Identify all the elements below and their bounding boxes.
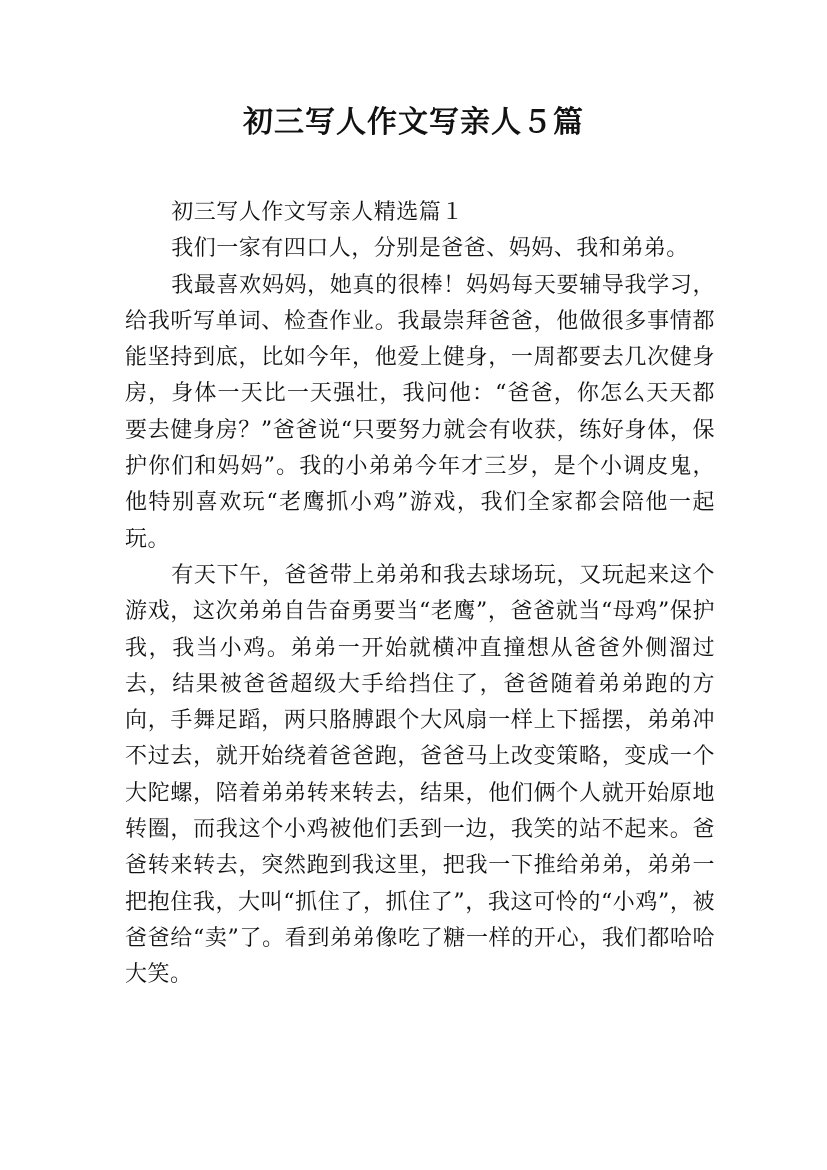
- section-heading: 初三写人作文写亲人精选篇１: [171, 200, 464, 225]
- document-body: [125, 195, 715, 994]
- paragraph-3: 有天下午，爸爸带上弟弟和我去球场玩，又玩起来这个游戏，这次弟弟自告奋勇要当“老鹰”，爸爸就当“母鸡”保护我，我当小鸡。弟弟一开始就横冲直撞想从爸爸外侧溜过去，结果被爸爸超级大手给挡住了，爸爸随着弟弟跑的方向，手舞足蹈，两只胳膊跟个大风扇一样上下摇摆，弟弟冲不过去，就开始绕着爸爸跑，爸爸马上改变策略，变成一个大陀螺，陪着弟弟转来转去，结果，他们俩个人就开始原地转圈，而我这个小鸡被他们丢到一边，我笑的站不起来。爸爸转来转去，突然跑到我这里，把我一下推给弟弟，弟弟一把抱住我，大叫“抓住了，抓住了”，我这可怜的“小鸡”，被爸爸给“卖”了。看到弟弟像吃了糖一样的开心，我们都哈哈大笑。: [125, 562, 715, 988]
- paragraph-2: 我最喜欢妈妈，她真的很棒！妈妈每天要辅导我学习，给我听写单词、检查作业。我最崇拜爸爸，他做很多事情都能坚持到底，比如今年，他爱上健身，一周都要去几次健身房，身体一天比一天强壮，我问他：“爸爸，你怎么天天都要去健身房？”爸爸说“只要努力就会有收获，练好身体，保护你们和妈妈”。我的小弟弟今年才三岁，是个小调皮鬼，他特别喜欢玩“老鹰抓小鸡”游戏，我们全家都会陪他一起玩。: [125, 272, 715, 552]
- document-title: 初三写人作文写亲人５篇: [243, 105, 584, 140]
- paragraph-1: 我们一家有四口人，分别是爸爸、妈妈、我和弟弟。: [171, 236, 689, 262]
